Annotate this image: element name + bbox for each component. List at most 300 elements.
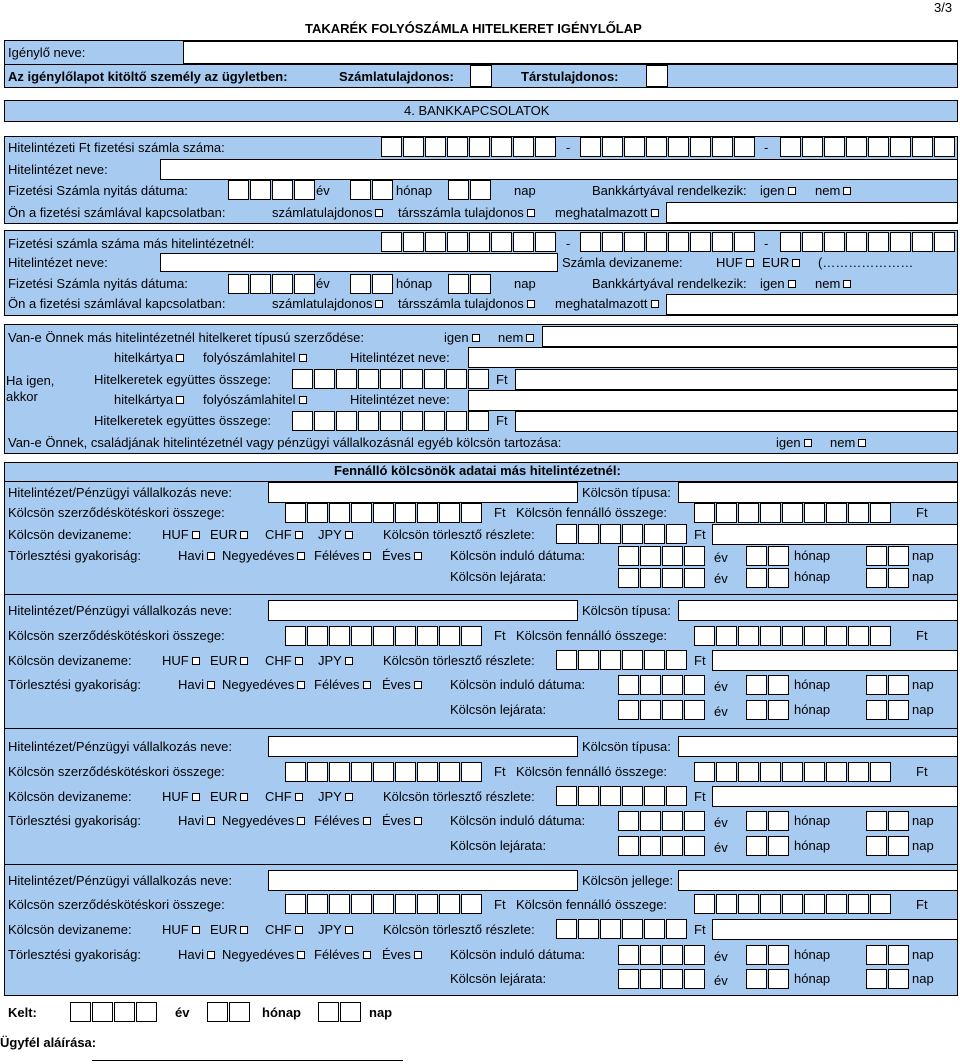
loan2-blank (712, 650, 958, 671)
loan4-end-honap: hónap (794, 971, 831, 986)
checkbox-icon (363, 951, 371, 959)
loan2-currency-chf[interactable]: CHF (265, 653, 303, 669)
loan3-currency-huf[interactable]: HUF (162, 789, 200, 805)
loan1-start-day[interactable] (866, 546, 910, 566)
loan4-outstanding-ft: Ft (916, 897, 928, 912)
loan2-end-nap: nap (912, 702, 934, 717)
checkbox-icon (526, 334, 534, 342)
bank1-name-field[interactable] (160, 159, 958, 180)
debt-question: Van-e Önnek, családjának hitelintézetnél vagy pénzügyi vállalkozásnál egyéb kölcsön tartozása: (8, 435, 562, 450)
loan3-installment-ft: Ft (694, 789, 706, 804)
credit2-blank (515, 411, 958, 432)
checkbox-icon (295, 531, 303, 539)
checkbox-icon (297, 552, 305, 560)
loan1-blank (712, 524, 958, 545)
loan1-installment-ft: Ft (694, 527, 706, 542)
loan2-type-label: Kölcsön típusa: (582, 603, 671, 618)
loans-title: Fennálló kölcsönök adatai más hitelintézetnél: (334, 463, 621, 478)
loan1-outstanding-cells[interactable] (694, 503, 892, 523)
loan1-freq-negyedeves[interactable]: Negyedéves (222, 548, 305, 564)
bank2-card-label: Bankkártyával rendelkezik: (592, 276, 747, 291)
loan2-end-year[interactable] (618, 700, 706, 720)
loan4-provider-label: Hitelintézet/Pénzügyi vállalkozás neve: (8, 873, 233, 888)
loan-block (0, 870, 960, 996)
bank1-ev: év (316, 183, 330, 198)
kelt-ev: év (175, 1005, 190, 1020)
checkbox-icon (345, 926, 353, 934)
loan3-installment-label: Kölcsön törlesztő részlete: (383, 789, 535, 804)
loan4-contract-cells[interactable] (285, 894, 483, 914)
checkbox-icon (192, 531, 200, 539)
loan2-freq-feleves[interactable]: Féléves (314, 677, 371, 693)
credit-blank (542, 326, 958, 347)
loan4-contract-label: Kölcsön szerződéskötéskori összege: (8, 897, 225, 912)
loan3-freq-feleves[interactable]: Féléves (314, 813, 371, 829)
loan4-start-year[interactable] (618, 945, 706, 965)
checkbox-icon (345, 657, 353, 665)
loan-block (0, 734, 960, 870)
credit1-total-label: Hitelkeretek együttes összege: (94, 372, 272, 387)
bank2-card-yes[interactable]: igen (760, 276, 796, 292)
debt-yes[interactable]: igen (776, 435, 812, 451)
bank1-card-label: Bankkártyával rendelkezik: (592, 183, 747, 198)
loan1-installment-label: Kölcsön törlesztő részlete: (383, 527, 535, 542)
checkbox-icon (207, 552, 215, 560)
loan2-end-ev: év (714, 704, 728, 719)
bank1-relation-blank (666, 202, 958, 223)
checkbox-icon (240, 657, 248, 665)
loan2-start-ev: év (714, 679, 728, 694)
loan4-outstanding-label: Kölcsön fennálló összege: (516, 897, 668, 912)
checkbox-icon (363, 817, 371, 825)
bank1-dash-1: - (566, 140, 571, 155)
loan4-end-day[interactable] (866, 969, 910, 989)
checkbox-icon (240, 531, 248, 539)
bank2-nap: nap (514, 276, 536, 291)
checkbox-icon (788, 280, 796, 288)
bank1-account-cells-3[interactable] (780, 137, 956, 157)
kelt-day-cells[interactable] (318, 1002, 362, 1022)
loan2-contract-ft: Ft (494, 628, 506, 643)
loan4-currency-label: Kölcsön devizaneme: (8, 922, 132, 937)
bank1-account-cells-1[interactable] (381, 137, 557, 157)
credit2-overdraft[interactable]: folyószámlahitel (203, 392, 307, 408)
credit1-ft: Ft (496, 372, 508, 387)
loan1-outstanding-label: Kölcsön fennálló összege: (516, 505, 668, 520)
bank1-card-yes[interactable]: igen (760, 183, 796, 199)
coowner-checkbox[interactable] (646, 65, 668, 87)
bank1-account-label: Hitelintézeti Ft fizetési számla száma: (8, 140, 225, 155)
loan2-outstanding-label: Kölcsön fennálló összege: (516, 628, 668, 643)
checkbox-icon (414, 681, 422, 689)
loan1-start-nap: nap (912, 548, 934, 563)
loan4-nature-field[interactable] (678, 870, 958, 891)
loan3-start-nap: nap (912, 813, 934, 828)
loan2-provider-label: Hitelintézet/Pénzügyi vállalkozás neve: (8, 603, 233, 618)
loan1-installment-cells[interactable] (556, 524, 688, 544)
checkbox-icon (176, 354, 184, 362)
checkbox-icon (297, 817, 305, 825)
loan2-currency-eur[interactable]: EUR (210, 653, 248, 669)
loan4-currency-jpy[interactable]: JPY (318, 922, 353, 938)
bank2-opening-label: Fizetési Számla nyitás dátuma: (8, 276, 188, 291)
loan3-start-ev: év (714, 815, 728, 830)
credit1-total-cells[interactable] (292, 369, 490, 389)
loan3-end-nap: nap (912, 838, 934, 853)
loan3-start-day[interactable] (866, 811, 910, 831)
bank2-account-label: Fizetési számla száma más hitelintézetnél: (8, 236, 255, 251)
bank2-relation-label: Ön a fizetési számlával kapcsolatban: (8, 296, 226, 311)
kelt-month-cells[interactable] (207, 1002, 251, 1022)
checkbox-icon (363, 681, 371, 689)
loan2-currency-jpy[interactable]: JPY (318, 653, 353, 669)
loan1-type-label: Kölcsön típusa: (582, 485, 671, 500)
loan1-freq-havi[interactable]: Havi (178, 548, 215, 564)
bank2-month-cells[interactable] (350, 274, 394, 294)
loan1-currency-jpy[interactable]: JPY (318, 527, 353, 543)
loan1-end-nap: nap (912, 569, 934, 584)
checkbox-icon (207, 681, 215, 689)
signature-line[interactable] (92, 1060, 403, 1061)
loan3-frequency-label: Törlesztési gyakoriság: (8, 813, 141, 828)
loan1-start-honap: hónap (794, 548, 831, 563)
credit2-bank-field[interactable] (468, 390, 958, 411)
credit2-ft: Ft (496, 413, 508, 428)
loan4-end-year[interactable] (618, 969, 706, 989)
bank2-currency-other[interactable]: (………………… (818, 255, 914, 270)
loan3-end-ev: év (714, 840, 728, 855)
loan1-start-month[interactable] (746, 546, 790, 566)
loan3-start-year[interactable] (618, 811, 706, 831)
bank2-rel-co[interactable]: társszámla tulajdonos (398, 296, 535, 312)
kelt-honap: hónap (262, 1005, 301, 1020)
loan1-currency-label: Kölcsön devizaneme: (8, 527, 132, 542)
checkbox-icon (192, 793, 200, 801)
applicant-name-field[interactable] (183, 41, 958, 64)
credit-yes[interactable]: igen (444, 330, 480, 346)
bank2-currency-label: Számla devizaneme: (562, 255, 683, 270)
loan1-end-day[interactable] (866, 568, 910, 588)
bank1-dash-2: - (764, 140, 769, 155)
loan4-start-month[interactable] (746, 945, 790, 965)
loan4-freq-feleves[interactable]: Féléves (314, 947, 371, 963)
loan4-frequency-label: Törlesztési gyakoriság: (8, 947, 141, 962)
bank2-account-cells-1[interactable] (381, 232, 557, 252)
loan2-type-field[interactable] (678, 600, 958, 621)
credit1-bank-label: Hitelintézet neve: (350, 350, 450, 365)
loan2-end-month[interactable] (746, 700, 790, 720)
bank2-account-cells-3[interactable] (780, 232, 956, 252)
loan4-start-label: Kölcsön induló dátuma: (450, 947, 586, 962)
loan2-installment-ft: Ft (694, 653, 706, 668)
owner-checkbox[interactable] (470, 65, 492, 87)
bank1-month-cells[interactable] (350, 180, 394, 200)
loan2-currency-huf[interactable]: HUF (162, 653, 200, 669)
loan2-outstanding-ft: Ft (916, 628, 928, 643)
loan4-end-ev: év (714, 973, 728, 988)
bank1-rel-owner[interactable]: számlatulajdonos (272, 205, 383, 221)
checkbox-icon (299, 396, 307, 404)
loan3-currency-label: Kölcsön devizaneme: (8, 789, 132, 804)
loan4-freq-eves[interactable]: Éves (382, 947, 422, 963)
loan3-end-year[interactable] (618, 836, 706, 856)
loan3-contract-ft: Ft (494, 764, 506, 779)
bank2-currency-huf[interactable]: HUF (716, 255, 754, 271)
loan1-start-year[interactable] (618, 546, 706, 566)
debt-no[interactable]: nem (830, 435, 866, 451)
loan3-start-label: Kölcsön induló dátuma: (450, 813, 586, 828)
bank2-day-cells[interactable] (448, 274, 492, 294)
bank2-year-cells[interactable] (228, 274, 316, 294)
checkbox-icon (363, 552, 371, 560)
bank1-honap: hónap (396, 183, 433, 198)
loan2-start-year[interactable] (618, 675, 706, 695)
loan1-end-year[interactable] (618, 568, 706, 588)
loan2-freq-havi[interactable]: Havi (178, 677, 215, 693)
bank1-rel-co[interactable]: társszámla tulajdonos (398, 205, 535, 221)
loan3-contract-cells[interactable] (285, 762, 483, 782)
checkbox-icon (192, 657, 200, 665)
loan4-installment-ft: Ft (694, 922, 706, 937)
credit2-bank-label: Hitelintézet neve: (350, 392, 450, 407)
loan2-freq-eves[interactable]: Éves (382, 677, 422, 693)
loan2-freq-negyedeves[interactable]: Negyedéves (222, 677, 305, 693)
checkbox-icon (375, 300, 383, 308)
checkbox-icon (375, 209, 383, 217)
page-number: 3/3 (934, 0, 953, 15)
loan3-currency-eur[interactable]: EUR (210, 789, 248, 805)
loan2-end-honap: hónap (794, 702, 831, 717)
loan1-freq-eves[interactable]: Éves (382, 548, 422, 564)
loan3-currency-jpy[interactable]: JPY (318, 789, 353, 805)
loan1-currency-eur[interactable]: EUR (210, 527, 248, 543)
loan3-end-day[interactable] (866, 836, 910, 856)
bank2-ev: év (316, 276, 330, 291)
signature-label: Ügyfél aláírása: (0, 1035, 97, 1050)
bank2-account-cells-2[interactable] (580, 232, 756, 252)
loan2-contract-cells[interactable] (285, 626, 483, 646)
loan2-end-day[interactable] (866, 700, 910, 720)
loan4-outstanding-cells[interactable] (694, 894, 892, 914)
loan3-type-label: Kölcsön típusa: (582, 739, 671, 754)
loan3-outstanding-label: Kölcsön fennálló összege: (516, 764, 668, 779)
bank2-currency-eur[interactable]: EUR (762, 255, 800, 271)
loan3-end-label: Kölcsön lejárata: (450, 838, 547, 853)
checkbox-icon (297, 681, 305, 689)
loan4-end-nap: nap (912, 971, 934, 986)
bank2-rel-owner[interactable]: számlatulajdonos (272, 296, 383, 312)
loan4-installment-cells[interactable] (556, 919, 688, 939)
loan3-start-honap: hónap (794, 813, 831, 828)
checkbox-icon (527, 209, 535, 217)
loan4-nature-label: Kölcsön jellege: (582, 873, 674, 888)
loan3-currency-chf[interactable]: CHF (265, 789, 303, 805)
loan4-start-day[interactable] (866, 945, 910, 965)
bank1-card-no[interactable]: nem (815, 183, 851, 199)
loan4-end-label: Kölcsön lejárata: (450, 971, 547, 986)
bank2-name-field[interactable] (160, 253, 558, 272)
loan2-outstanding-cells[interactable] (694, 626, 892, 646)
loan3-blank (712, 786, 958, 807)
loan1-end-label: Kölcsön lejárata: (450, 569, 547, 584)
loan3-type-field[interactable] (678, 736, 958, 757)
credit-no[interactable]: nem (498, 330, 534, 346)
loan3-provider-field[interactable] (268, 736, 578, 757)
loan1-outstanding-ft: Ft (916, 505, 928, 520)
checkbox-icon (299, 354, 307, 362)
loan1-contract-label: Kölcsön szerződéskötéskori összege: (8, 505, 225, 520)
checkbox-icon (414, 552, 422, 560)
loan-block (0, 482, 960, 608)
checkbox-icon (414, 817, 422, 825)
loan2-end-label: Kölcsön lejárata: (450, 702, 547, 717)
checkbox-icon (527, 300, 535, 308)
checkbox-icon (297, 951, 305, 959)
bank2-relation-blank (666, 294, 958, 315)
loan1-start-ev: év (714, 550, 728, 565)
loan1-end-ev: év (714, 571, 728, 586)
loan3-contract-label: Kölcsön szerződéskötéskori összege: (8, 764, 225, 779)
checkbox-icon (792, 259, 800, 267)
loan2-provider-field[interactable] (268, 600, 578, 621)
credit2-total-label: Hitelkeretek együttes összege: (94, 413, 272, 428)
checkbox-icon (192, 926, 200, 934)
owner-label: Számlatulajdonos: (339, 69, 454, 84)
checkbox-icon (804, 439, 812, 447)
bank1-account-cells-2[interactable] (580, 137, 756, 157)
loan1-frequency-label: Törlesztési gyakoriság: (8, 548, 141, 563)
credit2-card[interactable]: hitelkártya (114, 392, 184, 408)
coowner-label: Társtulajdonos: (521, 69, 619, 84)
loan4-freq-havi[interactable]: Havi (178, 947, 215, 963)
checkbox-icon (472, 334, 480, 342)
loan2-start-day[interactable] (866, 675, 910, 695)
loan4-blank (712, 919, 958, 940)
loan1-freq-feleves[interactable]: Féléves (314, 548, 371, 564)
then-label: akkor (6, 389, 38, 404)
loan4-end-month[interactable] (746, 969, 790, 989)
credit2-total-cells[interactable] (292, 411, 490, 431)
checkbox-icon (295, 793, 303, 801)
loan4-currency-eur[interactable]: EUR (210, 922, 248, 938)
bank1-year-cells[interactable] (228, 180, 316, 200)
loan3-freq-negyedeves[interactable]: Negyedéves (222, 813, 305, 829)
if-yes-label: Ha igen, (6, 373, 55, 388)
loan4-installment-label: Kölcsön törlesztő részlete: (383, 922, 535, 937)
credit1-overdraft[interactable]: folyószámlahitel (203, 350, 307, 366)
loan2-installment-label: Kölcsön törlesztő részlete: (383, 653, 535, 668)
checkbox-icon (345, 531, 353, 539)
checkbox-icon (207, 817, 215, 825)
loan1-type-field[interactable] (678, 482, 958, 503)
checkbox-icon (414, 951, 422, 959)
loan4-start-honap: hónap (794, 947, 831, 962)
loan2-frequency-label: Törlesztési gyakoriság: (8, 677, 141, 692)
loan4-freq-negyedeves[interactable]: Negyedéves (222, 947, 305, 963)
bank1-nap: nap (514, 183, 536, 198)
bank2-dash-2: - (764, 236, 769, 251)
kelt-nap: nap (369, 1005, 393, 1020)
checkbox-icon (651, 209, 659, 217)
bank2-name-label: Hitelintézet neve: (8, 255, 108, 270)
checkbox-icon (843, 187, 851, 195)
loan4-start-ev: év (714, 949, 728, 964)
loan3-freq-eves[interactable]: Éves (382, 813, 422, 829)
loan4-contract-ft: Ft (494, 897, 506, 912)
loan3-freq-havi[interactable]: Havi (178, 813, 215, 829)
bank1-name-label: Hitelintézet neve: (8, 162, 108, 177)
kelt-label: Kelt: (8, 1005, 37, 1020)
loan3-start-month[interactable] (746, 811, 790, 831)
loan2-start-nap: nap (912, 677, 934, 692)
checkbox-icon (858, 439, 866, 447)
loan3-end-month[interactable] (746, 836, 790, 856)
credit1-blank (515, 369, 958, 390)
loan3-outstanding-cells[interactable] (694, 762, 892, 782)
loan4-currency-huf[interactable]: HUF (162, 922, 200, 938)
loan1-provider-field[interactable] (268, 482, 578, 503)
loan1-currency-chf[interactable]: CHF (265, 527, 303, 543)
loan4-start-nap: nap (912, 947, 934, 962)
loan2-start-honap: hónap (794, 677, 831, 692)
loan1-contract-cells[interactable] (285, 503, 483, 523)
section-title: 4. BANKKAPCSOLATOK (404, 103, 550, 118)
loan-block (0, 598, 960, 734)
checkbox-icon (207, 951, 215, 959)
bank1-relation-label: Ön a fizetési számlával kapcsolatban: (8, 205, 226, 220)
loan1-end-month[interactable] (746, 568, 790, 588)
checkbox-icon (746, 259, 754, 267)
loan3-installment-cells[interactable] (556, 786, 688, 806)
bank1-opening-label: Fizetési Számla nyitás dátuma: (8, 183, 188, 198)
loan4-currency-chf[interactable]: CHF (265, 922, 303, 938)
loan2-currency-label: Kölcsön devizaneme: (8, 653, 132, 668)
loan2-contract-label: Kölcsön szerződéskötéskori összege: (8, 628, 225, 643)
applicant-name-label: Igénylő neve: (8, 45, 86, 60)
page-title: TAKARÉK FOLYÓSZÁMLA HITELKERET IGÉNYLŐLAP (305, 21, 642, 36)
checkbox-icon (295, 926, 303, 934)
checkbox-icon (295, 657, 303, 665)
checkbox-icon (651, 300, 659, 308)
checkbox-icon (843, 280, 851, 288)
loan3-provider-label: Hitelintézet/Pénzügyi vállalkozás neve: (8, 739, 233, 754)
checkbox-icon (176, 396, 184, 404)
loan1-currency-huf[interactable]: HUF (162, 527, 200, 543)
loan2-installment-cells[interactable] (556, 650, 688, 670)
bank2-card-no[interactable]: nem (815, 276, 851, 292)
loan3-end-honap: hónap (794, 838, 831, 853)
checkbox-icon (240, 793, 248, 801)
bank2-dash-1: - (566, 236, 571, 251)
credit1-card[interactable]: hitelkártya (114, 350, 184, 366)
loan1-end-honap: hónap (794, 569, 831, 584)
bank2-rel-proxy[interactable]: meghatalmazott (555, 296, 659, 312)
role-label: Az igénylőlapot kitöltő személy az ügyletben: (8, 69, 288, 84)
bank1-rel-proxy[interactable]: meghatalmazott (555, 205, 659, 221)
bank2-honap: hónap (396, 276, 433, 291)
loan1-provider-label: Hitelintézet/Pénzügyi vállalkozás neve: (8, 485, 233, 500)
kelt-year-cells[interactable] (70, 1002, 158, 1022)
bank1-day-cells[interactable] (448, 180, 492, 200)
loan2-start-month[interactable] (746, 675, 790, 695)
loan4-provider-field[interactable] (268, 870, 578, 891)
loan1-contract-ft: Ft (494, 505, 506, 520)
credit1-bank-field[interactable] (468, 347, 958, 368)
checkbox-icon (240, 926, 248, 934)
loan3-outstanding-ft: Ft (916, 764, 928, 779)
credit-question: Van-e Önnek más hitelintézetnél hitelkeret típusú szerződése: (8, 330, 365, 345)
checkbox-icon (345, 793, 353, 801)
